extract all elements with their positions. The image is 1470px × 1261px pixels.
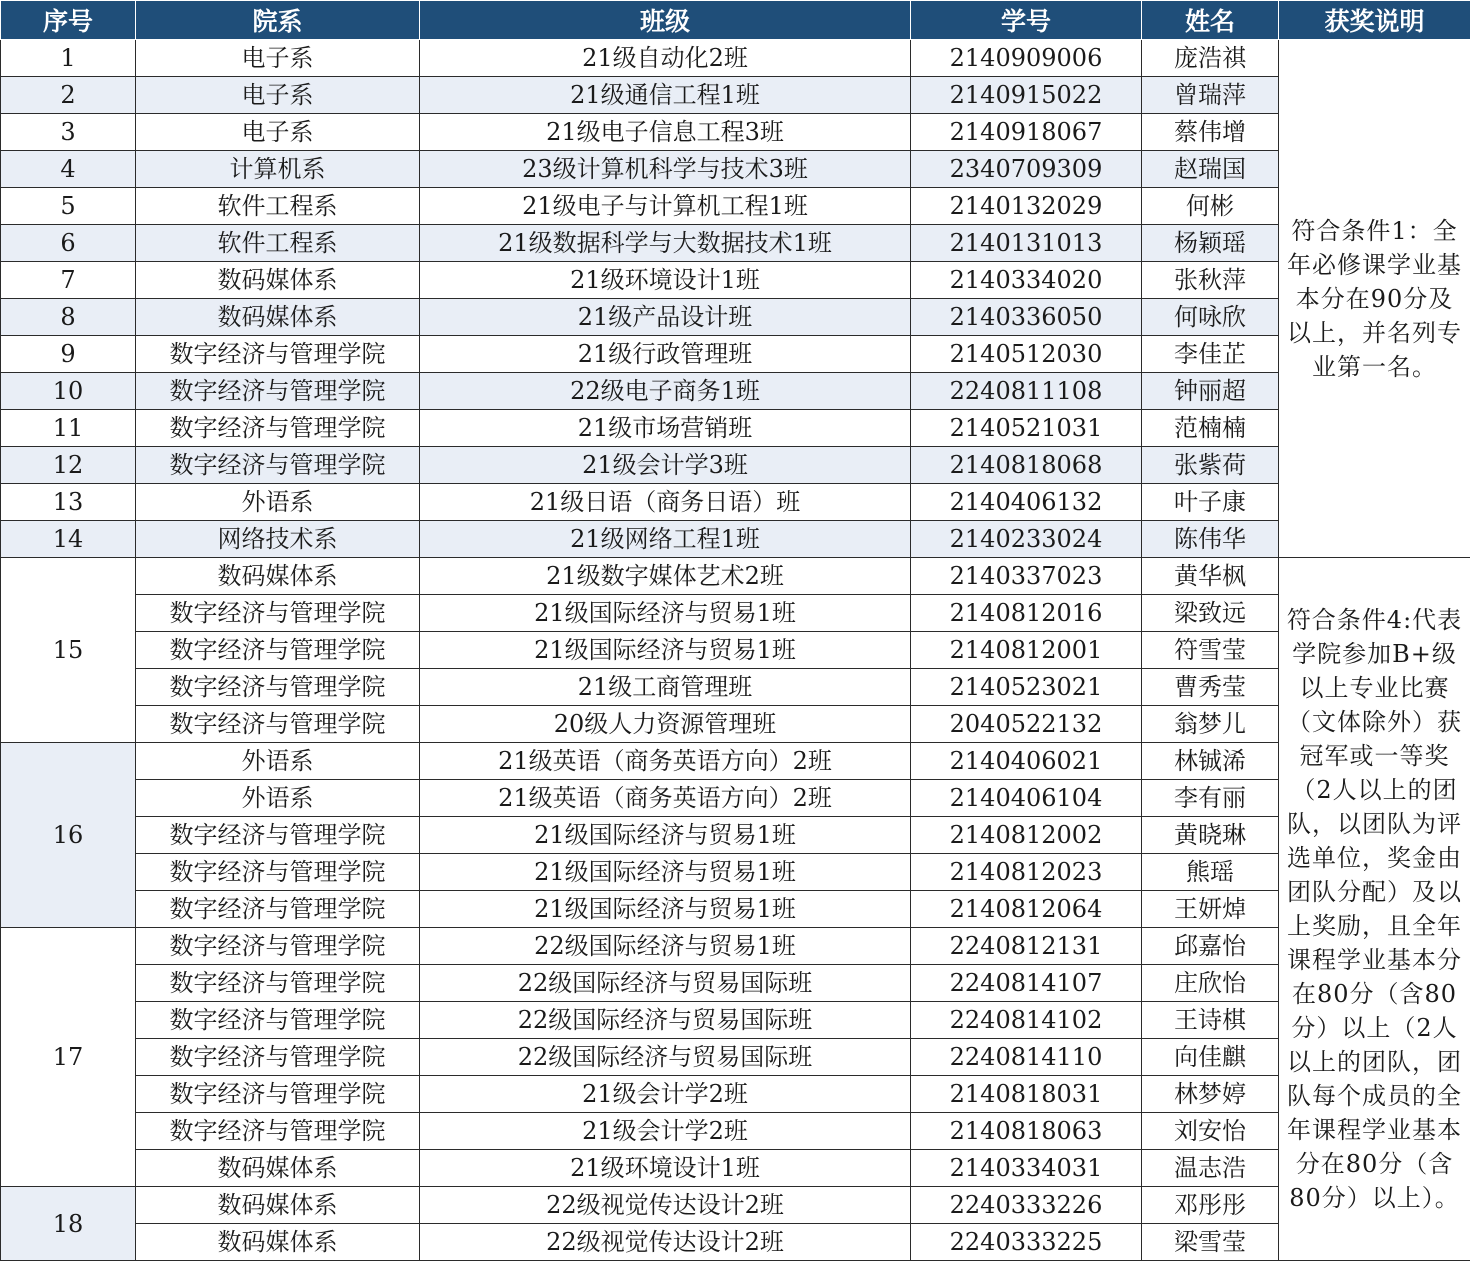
table-row [1,1002,1470,1039]
table-row [1,817,1470,854]
class-cell: 21级英语（商务英语方向）2班 [420,743,911,780]
seq-cell: 7 [1,262,136,299]
header-seq: 序号 [1,1,136,40]
table-row [1,669,1470,706]
seq-cell: 9 [1,336,136,373]
class-cell: 22级国际经济与贸易1班 [420,928,911,965]
class-cell: 21级通信工程1班 [420,77,911,114]
table-row [1,891,1470,928]
student-name-cell: 刘安怡 [1142,1113,1279,1150]
student-name-cell: 邓彤彤 [1142,1187,1279,1224]
award-note-condition-1: 符合条件1：全年必修课学业基本分在90分及以上，并名列专业第一名。 [1279,40,1470,558]
student-id-cell: 2140818031 [911,1076,1142,1113]
department-cell: 数字经济与管理学院 [136,1076,420,1113]
student-name-cell: 蔡伟增 [1142,114,1279,151]
class-cell: 21级产品设计班 [420,299,911,336]
class-cell: 21级会计学2班 [420,1113,911,1150]
class-cell: 21级国际经济与贸易1班 [420,854,911,891]
table-row [1,77,1470,114]
table-row [1,1113,1470,1150]
table-row [1,780,1470,817]
seq-cell: 16 [1,743,136,928]
class-cell: 21级环境设计1班 [420,262,911,299]
table-row [1,114,1470,151]
student-name-cell: 庄欣怡 [1142,965,1279,1002]
table-row [1,447,1470,484]
class-cell: 21级电子信息工程3班 [420,114,911,151]
student-name-cell: 翁梦儿 [1142,706,1279,743]
student-id-cell: 2240814110 [911,1039,1142,1076]
seq-cell: 10 [1,373,136,410]
table-row [1,558,1470,595]
class-cell: 22级视觉传达设计2班 [420,1187,911,1224]
department-cell: 外语系 [136,780,420,817]
class-cell: 21级网络工程1班 [420,521,911,558]
student-id-cell: 2140812064 [911,891,1142,928]
seq-cell: 12 [1,447,136,484]
student-id-cell: 2140818068 [911,447,1142,484]
table-row [1,410,1470,447]
header-name: 姓名 [1142,1,1279,40]
student-id-cell: 2140334020 [911,262,1142,299]
class-cell: 21级国际经济与贸易1班 [420,817,911,854]
student-name-cell: 邱嘉怡 [1142,928,1279,965]
student-id-cell: 2240814107 [911,965,1142,1002]
department-cell: 外语系 [136,484,420,521]
class-cell: 21级数据科学与大数据技术1班 [420,225,911,262]
department-cell: 数字经济与管理学院 [136,891,420,928]
seq-cell: 4 [1,151,136,188]
student-id-cell: 2140523021 [911,669,1142,706]
department-cell: 数码媒体系 [136,1187,420,1224]
department-cell: 数字经济与管理学院 [136,854,420,891]
header-id: 学号 [911,1,1142,40]
seq-cell: 3 [1,114,136,151]
department-cell: 计算机系 [136,151,420,188]
table-row [1,188,1470,225]
class-cell: 22级视觉传达设计2班 [420,1224,911,1261]
department-cell: 数字经济与管理学院 [136,373,420,410]
class-cell: 21级国际经济与贸易1班 [420,595,911,632]
table-row [1,373,1470,410]
table-row [1,928,1470,965]
seq-cell: 6 [1,225,136,262]
table-row [1,743,1470,780]
student-id-cell: 2140131013 [911,225,1142,262]
student-name-cell: 陈伟华 [1142,521,1279,558]
student-id-cell: 2140132029 [911,188,1142,225]
student-name-cell: 林铖浠 [1142,743,1279,780]
student-name-cell: 林梦婷 [1142,1076,1279,1113]
class-cell: 21级环境设计1班 [420,1150,911,1187]
student-name-cell: 杨颖瑶 [1142,225,1279,262]
department-cell: 电子系 [136,114,420,151]
class-cell: 21级日语（商务日语）班 [420,484,911,521]
department-cell: 软件工程系 [136,225,420,262]
table-row [1,40,1470,77]
student-id-cell: 2140336050 [911,299,1142,336]
student-name-cell: 何咏欣 [1142,299,1279,336]
seq-cell: 17 [1,928,136,1187]
student-name-cell: 张紫荷 [1142,447,1279,484]
department-cell: 数码媒体系 [136,1150,420,1187]
student-id-cell: 2240811108 [911,373,1142,410]
department-cell: 数字经济与管理学院 [136,1039,420,1076]
department-cell: 数字经济与管理学院 [136,817,420,854]
header-row [1,1,1470,40]
class-cell: 21级会计学2班 [420,1076,911,1113]
seq-cell: 11 [1,410,136,447]
class-cell: 21级行政管理班 [420,336,911,373]
class-cell: 21级英语（商务英语方向）2班 [420,780,911,817]
student-name-cell: 钟丽超 [1142,373,1279,410]
student-id-cell: 2240333226 [911,1187,1142,1224]
department-cell: 数码媒体系 [136,1224,420,1261]
department-cell: 数字经济与管理学院 [136,595,420,632]
department-cell: 数码媒体系 [136,299,420,336]
student-id-cell: 2140812002 [911,817,1142,854]
student-id-cell: 2140406132 [911,484,1142,521]
department-cell: 数字经济与管理学院 [136,336,420,373]
table-row [1,1076,1470,1113]
student-name-cell: 赵瑞国 [1142,151,1279,188]
table-row [1,854,1470,891]
table-row [1,299,1470,336]
student-name-cell: 符雪莹 [1142,632,1279,669]
student-name-cell: 曹秀莹 [1142,669,1279,706]
student-name-cell: 黄晓琳 [1142,817,1279,854]
department-cell: 数码媒体系 [136,558,420,595]
table-row [1,151,1470,188]
table-row [1,1187,1470,1224]
department-cell: 外语系 [136,743,420,780]
department-cell: 数字经济与管理学院 [136,632,420,669]
header-class: 班级 [420,1,911,40]
class-cell: 22级国际经济与贸易国际班 [420,1002,911,1039]
class-cell: 21级电子与计算机工程1班 [420,188,911,225]
student-id-cell: 2140909006 [911,40,1142,77]
class-cell: 21级国际经济与贸易1班 [420,891,911,928]
seq-cell: 1 [1,40,136,77]
table-row [1,965,1470,1002]
header-note: 获奖说明 [1279,1,1470,40]
class-cell: 21级工商管理班 [420,669,911,706]
student-id-cell: 2140406104 [911,780,1142,817]
student-name-cell: 叶子康 [1142,484,1279,521]
seq-cell: 8 [1,299,136,336]
table-row [1,632,1470,669]
header-dept: 院系 [136,1,420,40]
table-row [1,1039,1470,1076]
table-row [1,1150,1470,1187]
student-id-cell: 2140521031 [911,410,1142,447]
table-row [1,1224,1470,1261]
student-name-cell: 梁致远 [1142,595,1279,632]
student-name-cell: 王妍焯 [1142,891,1279,928]
seq-cell: 2 [1,77,136,114]
student-name-cell: 温志浩 [1142,1150,1279,1187]
class-cell: 21级会计学3班 [420,447,911,484]
class-cell: 22级国际经济与贸易国际班 [420,1039,911,1076]
table-row [1,336,1470,373]
student-name-cell: 李佳芷 [1142,336,1279,373]
student-id-cell: 2140337023 [911,558,1142,595]
seq-cell: 13 [1,484,136,521]
class-cell: 22级电子商务1班 [420,373,911,410]
table-row [1,225,1470,262]
class-cell: 21级自动化2班 [420,40,911,77]
class-cell: 21级数字媒体艺术2班 [420,558,911,595]
department-cell: 数字经济与管理学院 [136,669,420,706]
student-name-cell: 何彬 [1142,188,1279,225]
student-name-cell: 黄华枫 [1142,558,1279,595]
table-row [1,521,1470,558]
table-row [1,706,1470,743]
student-id-cell: 2240812131 [911,928,1142,965]
student-name-cell: 梁雪莹 [1142,1224,1279,1261]
department-cell: 数字经济与管理学院 [136,928,420,965]
department-cell: 数码媒体系 [136,262,420,299]
student-id-cell: 2140334031 [911,1150,1142,1187]
department-cell: 数字经济与管理学院 [136,1002,420,1039]
student-id-cell: 2140233024 [911,521,1142,558]
department-cell: 网络技术系 [136,521,420,558]
department-cell: 数字经济与管理学院 [136,447,420,484]
table-row [1,484,1470,521]
student-id-cell: 2040522132 [911,706,1142,743]
student-name-cell: 曾瑞萍 [1142,77,1279,114]
department-cell: 数字经济与管理学院 [136,965,420,1002]
student-name-cell: 王诗棋 [1142,1002,1279,1039]
table-body [1,40,1470,1261]
student-id-cell: 2140812023 [911,854,1142,891]
class-cell: 23级计算机科学与技术3班 [420,151,911,188]
table-row [1,262,1470,299]
department-cell: 电子系 [136,40,420,77]
student-name-cell: 范楠楠 [1142,410,1279,447]
class-cell: 22级国际经济与贸易国际班 [420,965,911,1002]
seq-cell: 14 [1,521,136,558]
student-id-cell: 2240814102 [911,1002,1142,1039]
department-cell: 电子系 [136,77,420,114]
class-cell: 20级人力资源管理班 [420,706,911,743]
student-name-cell: 庞浩祺 [1142,40,1279,77]
seq-cell: 18 [1,1187,136,1261]
department-cell: 数字经济与管理学院 [136,1113,420,1150]
award-note-condition-4: 符合条件4:代表学院参加B+级以上专业比赛（文体除外）获冠军或一等奖（2人以上的团队，以团队为评选单位，奖金由团队分配）及以上奖励，且全年课程学业基本分在80分（含80分）以上（2人以上的团队，团队每个成员的全年课程学业基本分在80分（含80分）以上）。 [1279,558,1470,1261]
student-id-cell: 2140812001 [911,632,1142,669]
student-id-cell: 2140812016 [911,595,1142,632]
student-name-cell: 张秋萍 [1142,262,1279,299]
table-row [1,595,1470,632]
student-id-cell: 2240333225 [911,1224,1142,1261]
seq-cell: 5 [1,188,136,225]
student-id-cell: 2140818063 [911,1113,1142,1150]
class-cell: 21级国际经济与贸易1班 [420,632,911,669]
student-id-cell: 2340709309 [911,151,1142,188]
department-cell: 软件工程系 [136,188,420,225]
student-id-cell: 2140915022 [911,77,1142,114]
student-name-cell: 熊瑶 [1142,854,1279,891]
class-cell: 21级市场营销班 [420,410,911,447]
student-name-cell: 李有丽 [1142,780,1279,817]
student-id-cell: 2140918067 [911,114,1142,151]
student-id-cell: 2140406021 [911,743,1142,780]
student-id-cell: 2140512030 [911,336,1142,373]
seq-cell: 15 [1,558,136,743]
student-name-cell: 向佳麒 [1142,1039,1279,1076]
department-cell: 数字经济与管理学院 [136,706,420,743]
department-cell: 数字经济与管理学院 [136,410,420,447]
